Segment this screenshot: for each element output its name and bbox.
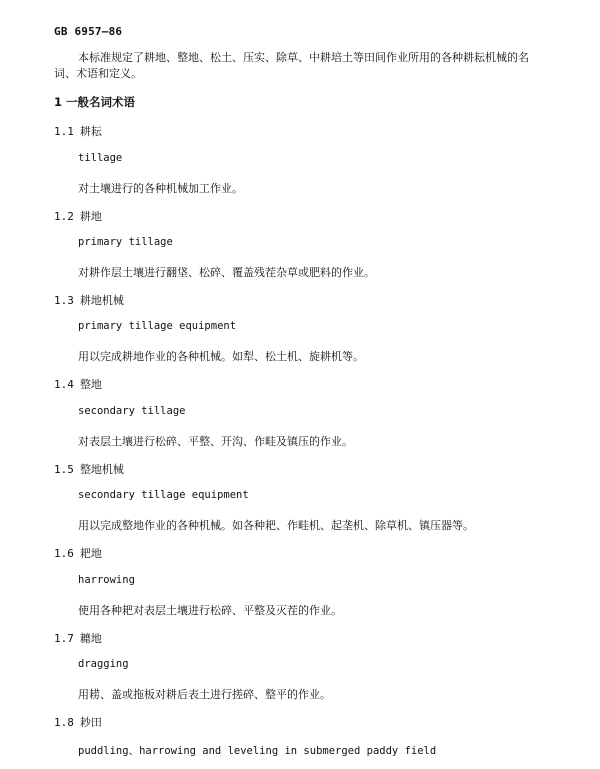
term-english: dragging — [78, 658, 129, 670]
standard-code: GB 6957—86 — [54, 25, 123, 38]
term-heading — [54, 461, 124, 477]
term-number: 1.6 — [54, 547, 74, 560]
term-number: 1.1 — [54, 125, 74, 138]
term-name: 整地 — [79, 378, 102, 391]
term-heading — [54, 376, 102, 392]
term-definition: 对耕作层土壤进行翻垡、松碎、覆盖残茬杂草或肥料的作业。 — [78, 266, 375, 279]
term-name: 耖田 — [79, 716, 102, 729]
section-title: 1 一般名词术语 — [54, 95, 136, 109]
term-number: 1.3 — [54, 294, 74, 307]
term-number: 1.2 — [54, 210, 74, 223]
term-definition: 对土壤进行的各种机械加工作业。 — [78, 182, 243, 195]
term-name: 耱地 — [79, 632, 102, 645]
term-name: 耕地机械 — [79, 294, 124, 307]
term-number: 1.7 — [54, 632, 74, 645]
term-heading — [54, 292, 124, 308]
term-english: primary tillage equipment — [78, 320, 237, 332]
term-heading — [54, 208, 102, 224]
term-english: secondary tillage — [78, 405, 186, 417]
term-heading — [54, 545, 102, 561]
term-heading — [54, 714, 102, 730]
term-name: 耙地 — [79, 547, 102, 560]
term-definition: 用以完成整地作业的各种机械。如各种耙、作畦机、起垄机、除草机、镇压器等。 — [78, 519, 474, 532]
term-name: 耕地 — [79, 210, 102, 223]
term-heading — [54, 630, 102, 646]
term-number: 1.8 — [54, 716, 74, 729]
term-english: harrowing — [78, 574, 135, 586]
term-number: 1.4 — [54, 378, 74, 391]
term-english: tillage — [78, 152, 123, 164]
term-english: secondary tillage equipment — [78, 489, 249, 501]
term-english: puddling、harrowing and leveling in submerged paddy field — [78, 745, 437, 757]
term-number: 1.5 — [54, 463, 74, 476]
term-definition: 用以完成耕地作业的各种机械。如犁、松土机、旋耕机等。 — [78, 350, 364, 363]
term-definition: 用耢、盖或拖板对耕后表土进行搓碎、整平的作业。 — [78, 688, 331, 701]
term-heading — [54, 123, 102, 139]
term-name: 耕耘 — [79, 125, 102, 138]
intro-paragraph: 本标准规定了耕地、整地、松土、压实、除草、中耕培土等田间作业所用的各种耕耘机械的名词、术语和定义。 — [54, 51, 529, 80]
term-definition: 使用各种耙对表层土壤进行松碎、平整及灭茬的作业。 — [78, 604, 342, 617]
term-english: primary tillage — [78, 236, 173, 248]
term-name: 整地机械 — [79, 463, 124, 476]
term-definition: 对表层土壤进行松碎、平整、开沟、作畦及镇压的作业。 — [78, 435, 353, 448]
